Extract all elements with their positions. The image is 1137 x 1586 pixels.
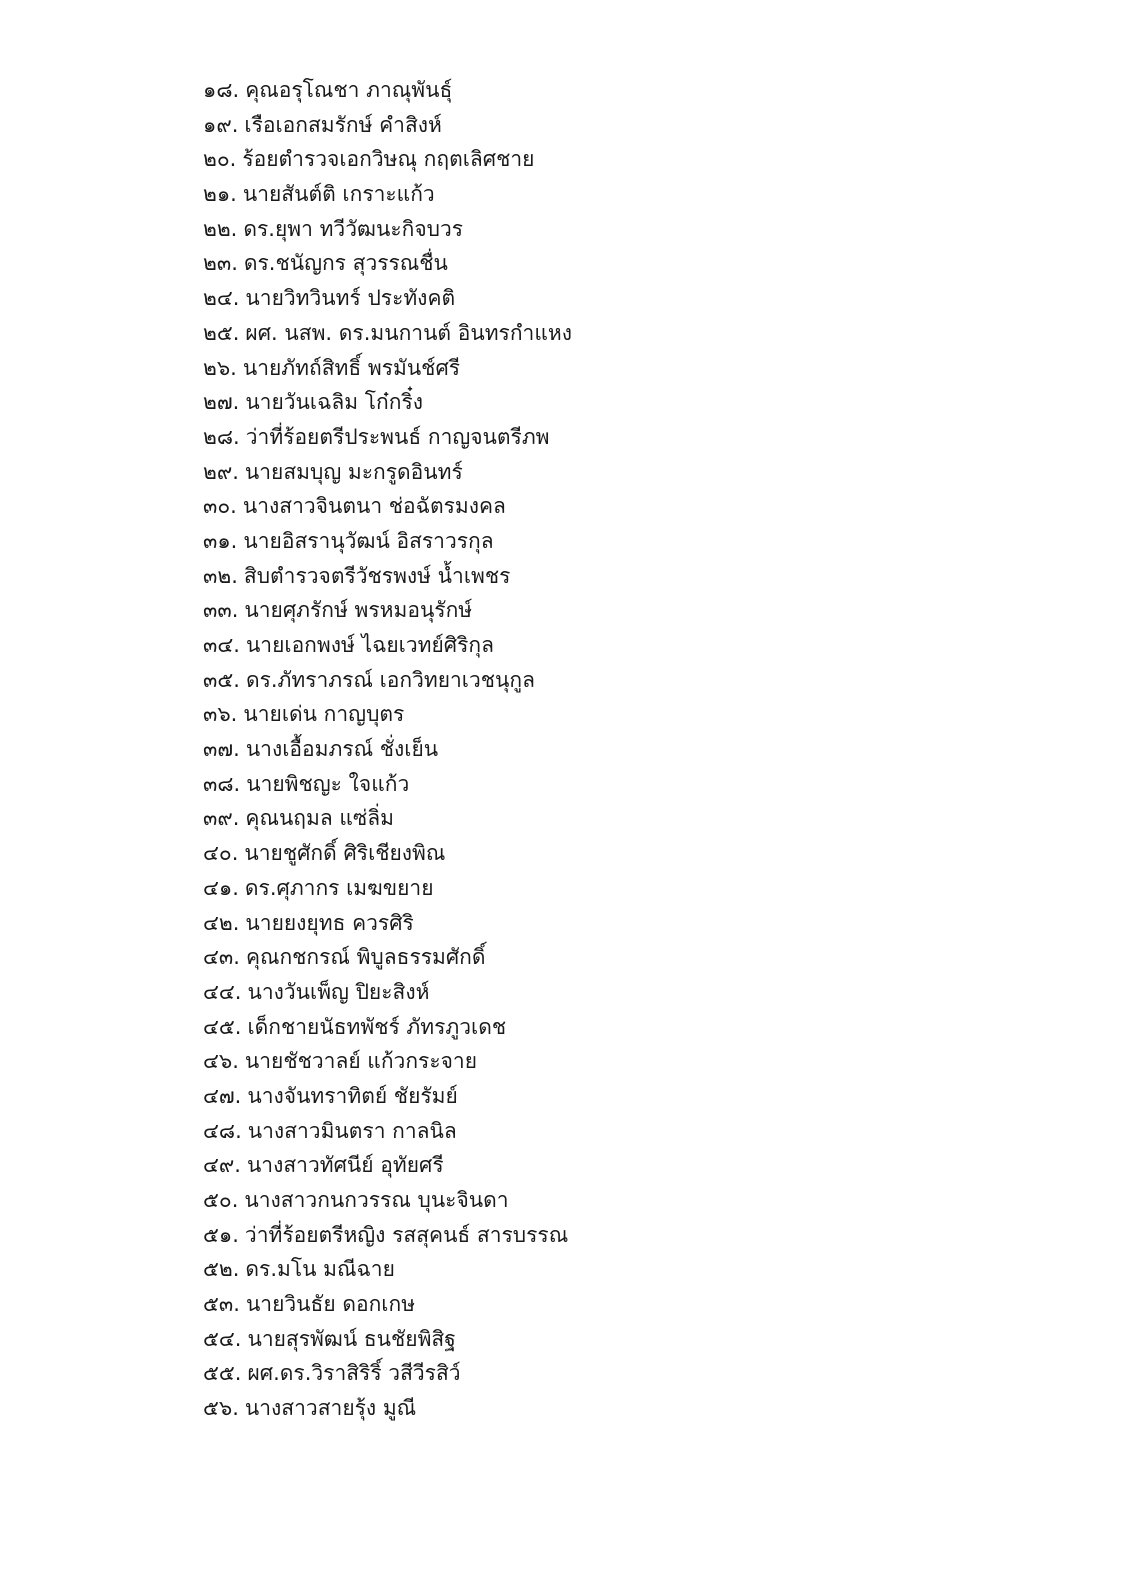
item-name: ดร.ภัทราภรณ์ เอกวิทยาเวชนุกูล — [245, 667, 535, 692]
item-number: ๕๖. — [203, 1396, 239, 1421]
list-item — [203, 1044, 572, 1079]
item-name: ร้อยตำรวจเอกวิษณุ กฤตเลิศชาย — [242, 147, 535, 172]
item-number: ๕๑. — [203, 1222, 239, 1247]
list-item — [203, 455, 572, 490]
item-number: ๔๑. — [203, 875, 239, 900]
list-item — [203, 1391, 572, 1426]
item-name: ว่าที่ร้อยตรีประพนธ์ กาญจนตรีภพ — [245, 424, 550, 449]
item-name: นายสุรพัฒน์ ธนชัยพิสิฐ — [247, 1326, 456, 1351]
list-item — [203, 871, 572, 906]
item-number: ๓๖. — [203, 702, 238, 727]
item-number: ๓๒. — [203, 563, 238, 588]
item-name: ดร.ชนัญกร สุวรรณชื่น — [243, 251, 448, 276]
item-number: ๕๐. — [203, 1188, 239, 1212]
list-item — [203, 1356, 572, 1391]
item-number: ๒๘. — [203, 424, 240, 449]
item-number: ๒๓. — [203, 251, 238, 276]
list-item — [203, 906, 572, 941]
item-name: นายสมบุญ มะกรูดอินทร์ — [244, 459, 463, 484]
item-name: นายวิทวินทร์ ประทังคติ — [245, 286, 456, 311]
item-name: นายยงยุทธ ควรศิริ — [245, 910, 414, 935]
item-name: สิบตำรวจตรีวัชรพงษ์ น้ำเพชร — [243, 563, 511, 588]
item-name: นางสาวกนกวรรณ บุนะจินดา — [244, 1188, 509, 1212]
item-number: ๓๕. — [203, 667, 240, 692]
item-number: ๕๔. — [203, 1326, 242, 1351]
list-item — [203, 663, 572, 698]
item-number: ๕๕. — [203, 1361, 242, 1386]
list-item — [203, 801, 572, 836]
item-name: นางสาวมินตรา กาลนิล — [247, 1118, 457, 1143]
item-name: นางเอื้อมภรณ์ ชั่งเย็น — [245, 737, 439, 762]
list-item — [203, 177, 572, 212]
item-name: นายวินธัย ดอกเกษ — [245, 1292, 416, 1317]
item-name: นายเด่น กาญบุตร — [243, 702, 405, 727]
item-name: ว่าที่ร้อยตรีหญิง รสสุคนธ์ สารบรรณ — [244, 1222, 569, 1247]
list-item — [203, 1218, 572, 1253]
item-number: ๓๐. — [203, 494, 237, 519]
item-number: ๓๔. — [203, 633, 240, 657]
list-item — [203, 559, 572, 594]
list-item — [203, 628, 572, 663]
item-number: ๕๒. — [203, 1257, 240, 1282]
list-item — [203, 489, 572, 524]
item-number: ๓๓. — [203, 598, 239, 623]
item-number: ๓๙. — [203, 806, 240, 831]
list-item — [203, 524, 572, 559]
item-name: นางสาวสายรุ้ง มูณี — [244, 1396, 417, 1421]
item-number: ๒๕. — [203, 320, 240, 345]
item-name: นางจันทราทิตย์ ชัยรัมย์ — [247, 1083, 458, 1108]
item-name: นายพิชญะ ใจแก้ว — [246, 771, 410, 796]
item-number: ๔๙. — [203, 1153, 241, 1178]
item-name: เด็กชายนัธทพัชร์ ภัทรภูวเดช — [247, 1014, 507, 1039]
item-number: ๔๒. — [203, 910, 240, 935]
item-name: ผศ. นสพ. ดร.มนกานต์ อินทรกำแหง — [245, 320, 572, 345]
list-item — [203, 1148, 572, 1183]
item-name: ดร.มโน มณีฉาย — [245, 1257, 395, 1282]
item-number: ๒๐. — [203, 147, 237, 172]
list-item — [203, 142, 572, 177]
item-name: นายวันเฉลิม โก๋กริ๋ง — [245, 390, 424, 415]
item-number: ๔๖. — [203, 1049, 239, 1074]
item-name: นายภัทถ์สิทธิ์ พรมันช์ศรี — [242, 355, 461, 380]
item-name: ดร.ยุพา ทวีวัฒนะกิจบวร — [243, 216, 464, 241]
list-item — [203, 1079, 572, 1114]
list-item — [203, 767, 572, 802]
name-list — [203, 73, 572, 1426]
item-name: ผศ.ดร.วิราสิริริ์ วสีวีรสิว์ — [247, 1361, 461, 1386]
item-name: ดร.ศุภากร เมฆขยาย — [244, 875, 434, 900]
item-number: ๔๘. — [203, 1118, 242, 1143]
item-number: ๒๖. — [203, 355, 237, 380]
list-item — [203, 1010, 572, 1045]
list-item — [203, 73, 572, 108]
list-item — [203, 1322, 572, 1357]
item-name: นายอิสรานุวัฒน์ อิสราวรกุล — [243, 528, 494, 553]
item-name: นางสาวจินตนา ช่อฉัตรมงคล — [242, 494, 506, 519]
list-item — [203, 1114, 572, 1149]
item-number: ๒๒. — [203, 216, 238, 241]
item-name: นายเอกพงษ์ ไฉยเวทย์ศิริกุล — [245, 633, 494, 657]
list-item — [203, 420, 572, 455]
item-number: ๕๓. — [203, 1292, 240, 1317]
list-item — [203, 281, 572, 316]
item-number: ๒๑. — [203, 182, 237, 207]
item-number: ๔๗. — [203, 1083, 242, 1108]
item-name: คุณกชกรณ์ พิบูลธรรมศักดิ์ — [245, 945, 486, 970]
list-item — [203, 212, 572, 247]
item-name: คุณนฤมล แซ่ลิ่ม — [245, 806, 394, 831]
list-item — [203, 108, 572, 143]
item-number: ๓๘. — [203, 771, 241, 796]
list-item — [203, 316, 572, 351]
list-item — [203, 940, 572, 975]
list-item — [203, 975, 572, 1010]
item-name: นายสันต์ติ เกราะแก้ว — [242, 182, 435, 207]
list-item — [203, 1287, 572, 1322]
item-number: ๔๐. — [203, 841, 239, 866]
list-item — [203, 1252, 572, 1287]
item-number: ๑๙. — [203, 112, 239, 137]
item-name: นายชัชวาลย์ แก้วกระจาย — [244, 1049, 478, 1074]
list-item — [203, 697, 572, 732]
item-number: ๓๗. — [203, 737, 240, 762]
item-name: นายชูศักดิ์ ศิริเชียงพิณ — [244, 841, 446, 866]
item-number: ๔๓. — [203, 945, 240, 970]
item-name: คุณอรุโณชา ภาณุพันธุ์ — [245, 78, 453, 102]
list-item — [203, 593, 572, 628]
item-name: นางสาวทัศนีย์ อุทัยศรี — [246, 1153, 444, 1178]
list-item — [203, 385, 572, 420]
item-number: ๓๑. — [203, 528, 238, 553]
item-number: ๒๔. — [203, 286, 240, 311]
list-item — [203, 836, 572, 871]
item-name: นางวันเพ็ญ ปิยะสิงห์ — [247, 979, 430, 1004]
list-item — [203, 351, 572, 386]
item-number: ๒๗. — [203, 390, 240, 415]
item-number: ๒๙. — [203, 459, 239, 484]
item-name: นายศุภรักษ์ พรหมอนุรักษ์ — [244, 598, 473, 623]
item-number: ๑๘. — [203, 78, 240, 102]
item-number: ๔๔. — [203, 979, 242, 1004]
item-number: ๔๕. — [203, 1014, 242, 1039]
list-item — [203, 246, 572, 281]
list-item — [203, 1183, 572, 1218]
list-item — [203, 732, 572, 767]
item-name: เรือเอกสมรักษ์ คำสิงห์ — [244, 112, 442, 137]
